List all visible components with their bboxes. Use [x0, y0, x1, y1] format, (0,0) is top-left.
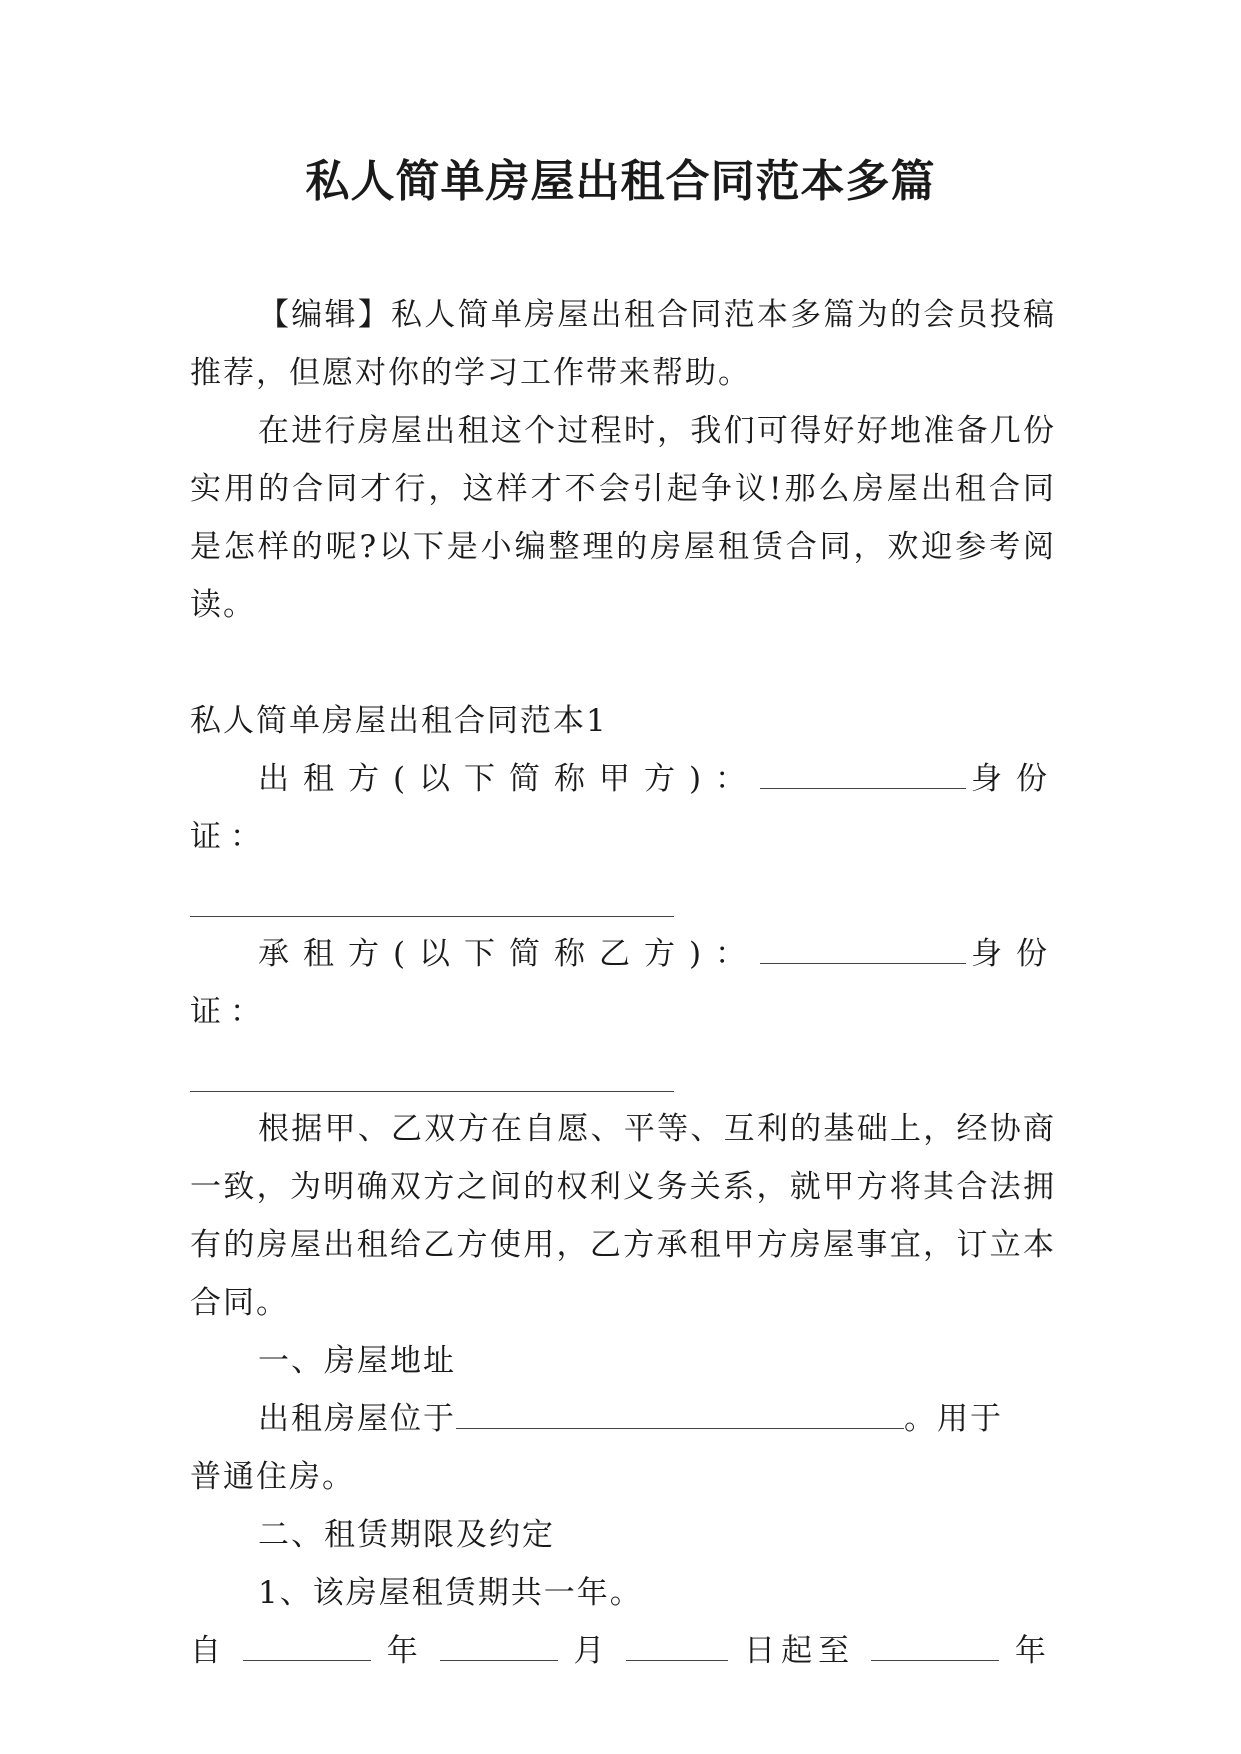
party-a-line — [190, 750, 1056, 866]
document-body — [190, 286, 1056, 1680]
clause-1-title: 一、房屋地址 — [258, 1343, 456, 1379]
party-b-id-blank[interactable] — [190, 1041, 674, 1092]
agreement-paragraph: 根据甲、乙双方在自愿、平等、互利的基础上，经协商一致，为明确双方之间的权利义务关系，就甲方将其合法拥有的房屋出租给乙方使用，乙方承租甲方房屋事宜，订立本合同。 — [190, 1111, 1056, 1321]
date-day-start-label: 日起至 — [744, 1633, 856, 1669]
start-month-blank[interactable] — [440, 1638, 558, 1661]
party-b-label: 承租方(以下简称乙方)： — [258, 936, 761, 972]
party-a-label: 出租方(以下简称甲方)： — [258, 761, 761, 797]
start-day-blank[interactable] — [626, 1638, 728, 1661]
term-item-1: 1、该房屋租赁期共一年。 — [258, 1575, 643, 1611]
address-line — [190, 1390, 1056, 1448]
intro-paragraph-2: 在进行房屋出租这个过程时，我们可得好好地准备几份实用的合同才行，这样才不会引起争议!那么房屋出租合同是怎样的呢?以下是小编整理的房屋租赁合同，欢迎参考阅读。 — [190, 413, 1056, 623]
address-prefix: 出租房屋位于 — [258, 1401, 456, 1437]
party-b-id-label: 身份证： — [190, 936, 1057, 1030]
date-month-label: 月 — [573, 1633, 611, 1669]
party-a-name-blank[interactable] — [760, 766, 966, 789]
date-year-end-label: 年 — [1014, 1633, 1052, 1669]
address-suffix: 。用于 — [904, 1401, 1003, 1437]
document-title: 私人简单房屋出租合同范本多篇 — [305, 156, 936, 207]
end-year-blank[interactable] — [871, 1638, 999, 1661]
start-year-blank[interactable] — [243, 1638, 371, 1661]
section-title: 私人简单房屋出租合同范本1 — [190, 703, 608, 739]
clause-2-title: 二、租赁期限及约定 — [258, 1517, 555, 1553]
paragraph-gap — [190, 634, 1056, 692]
party-b-line — [190, 925, 1056, 1041]
address-blank[interactable] — [456, 1406, 904, 1429]
party-b-name-blank[interactable] — [760, 941, 966, 964]
date-range-line — [190, 1622, 1056, 1680]
party-a-id-blank[interactable] — [190, 866, 674, 917]
party-a-id-label: 身份证： — [190, 761, 1057, 855]
date-year-label: 年 — [386, 1633, 424, 1669]
date-from-label: 自 — [190, 1633, 227, 1669]
intro-paragraph-1: 【编辑】私人简单房屋出租合同范本多篇为的会员投稿推荐，但愿对你的学习工作带来帮助。 — [190, 297, 1056, 391]
address-continuation: 普通住房。 — [190, 1459, 355, 1495]
